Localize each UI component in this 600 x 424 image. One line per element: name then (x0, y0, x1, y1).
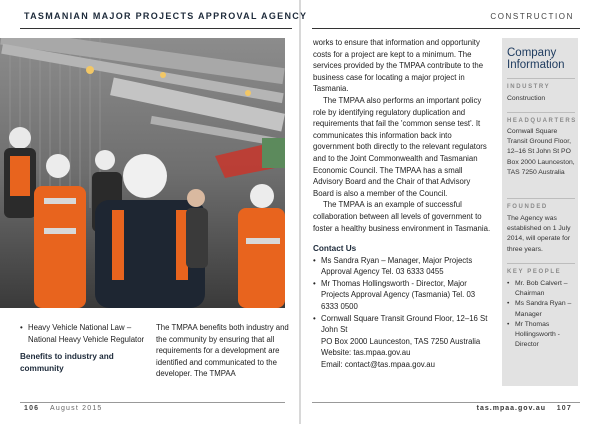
list-item: • Ms Sandra Ryan – Manager, Major Projects Approval Agency Tel. 03 6333 0455 (313, 255, 493, 278)
left-page-footer (20, 402, 285, 417)
contact-address: PO Box 2000 Launceston, TAS 7250 Australia (321, 336, 481, 346)
article-photo (0, 38, 285, 308)
headquarters-value: Cornwall Square Transit Ground Floor, 12–16 St John St PO Box 2000 Launceston, TAS 7250 Australia (507, 128, 575, 176)
key-people-list (507, 279, 577, 350)
footer-url[interactable]: tas.mpaa.gov.au (476, 405, 546, 412)
paragraph: works to ensure that information and opportunity costs for a project are kept to a minimum. The services provided by the TMPAA contribute to the business case for locating a major project in Tasmania. (313, 38, 484, 94)
headquarters-label: HEADQUARTERS (507, 118, 577, 124)
sidebar-divider (507, 263, 575, 264)
left-column-a (20, 322, 148, 374)
issue-date: August 2015 (50, 405, 103, 412)
sidebar-title: Company Information (507, 47, 565, 71)
contact-email[interactable]: Email: contact@tas.mpaa.gov.au (321, 360, 435, 370)
industry-value: Construction (507, 95, 546, 102)
contact-website[interactable]: Website: tas.mpaa.gov.au (321, 348, 411, 358)
sidebar-divider (507, 198, 575, 199)
page-number: 106 (24, 405, 40, 412)
list-item: • Mr Thomas Hollingsworth - Director (507, 320, 577, 351)
key-people-label: KEY PEOPLE (507, 269, 562, 275)
smelter-tour-photo (0, 38, 285, 308)
page-number: 107 (556, 405, 572, 412)
contact-heading: Contact Us (313, 244, 357, 254)
list-item: • Cornwall Square Transit Ground Floor, 12–16 St John St (313, 313, 493, 336)
industry-label: INDUSTRY (507, 84, 551, 90)
founded-value: The Agency was established on 1 July 2014, will operate for three years. (507, 215, 571, 253)
list-item: • Ms Sandra Ryan – Manager (507, 299, 577, 319)
publication-title: TASMANIAN MAJOR PROJECTS APPROVAL AGENCY (24, 11, 308, 21)
left-page-header (20, 10, 308, 29)
section-name: CONSTRUCTION (490, 12, 574, 21)
section-heading: Benefits to industry and community (20, 352, 114, 373)
list-item: • Mr Thomas Hollingsworth - Director, Major Projects Approval Agency (Tasmania) Tel. 03 6333 0500 (313, 278, 493, 313)
list-item: • Mr. Bob Calvert – Chairman (507, 279, 577, 299)
right-page-footer (312, 402, 580, 417)
paragraph: The TMPAA also performs an important policy role by identifying regulatory duplication and requirements that fail the 'common sense test'. It communicates this information back into government both directly to the relevant regulators and to the Joint Commonwealth and Tasmanian Economic Council. The TMPAA has a small Advisory Board and the Chair of that Advisory Board is also a member of the Council. (313, 95, 487, 198)
left-column-b: The TMPAA benefits both industry and the community by ensuring that all requirements for a development are identified and communicated to the developer. The TMPAA (156, 323, 289, 379)
spread-gutter (299, 0, 301, 424)
right-column (313, 37, 493, 371)
right-page-header (312, 10, 580, 29)
sidebar-divider (507, 78, 575, 79)
sidebar-divider (507, 112, 575, 113)
paragraph: The TMPAA is an example of successful collaboration between all levels of government to foster a healthy business environment in Tasmania. (313, 200, 491, 233)
company-info-sidebar (502, 38, 578, 386)
list-item: • Heavy Vehicle National Law – National Heavy Vehicle Regulator (20, 322, 148, 345)
founded-label: FOUNDED (507, 204, 548, 210)
